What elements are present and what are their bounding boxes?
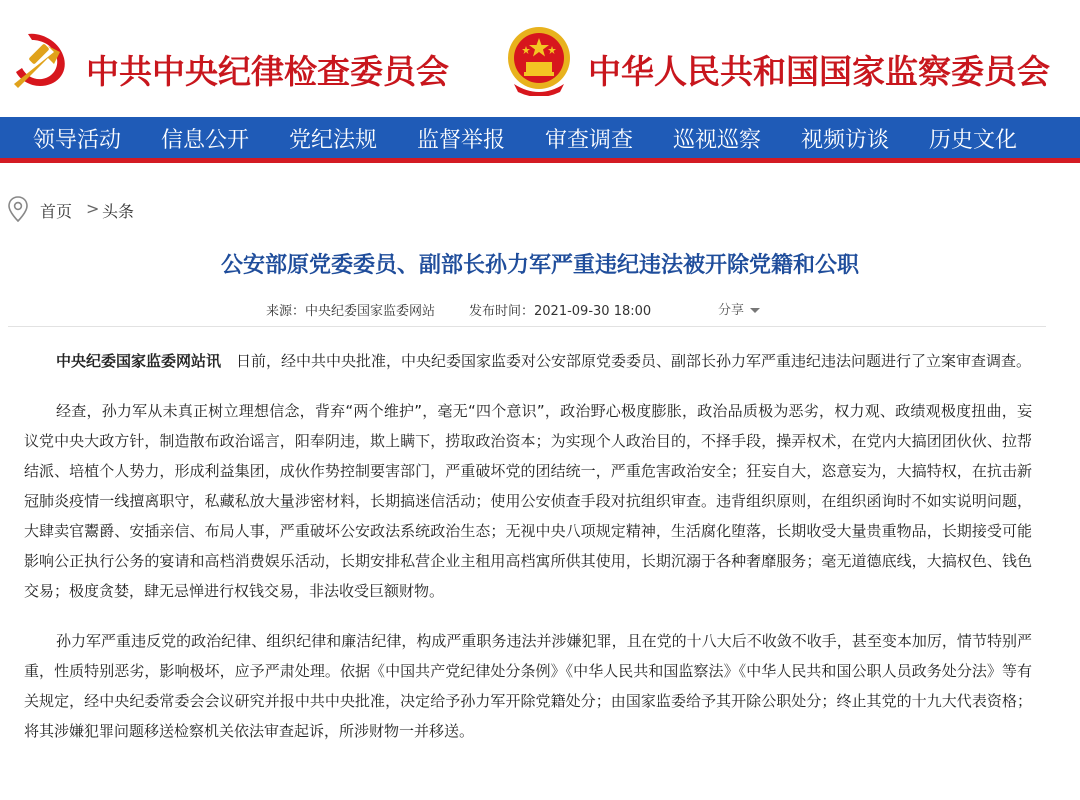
share-button[interactable] [718, 299, 760, 318]
source-value: 中央纪委国家监委网站 [305, 304, 436, 319]
breadcrumb-home[interactable]: 首页 [40, 202, 73, 221]
article-title: 公安部原党委委员、副部长孙力军严重违纪违法被开除党籍和公职 [220, 253, 859, 278]
time-label: 发布时间： [469, 304, 535, 319]
breadcrumb-separator: > [86, 199, 100, 218]
paragraph-3: 孙力军严重违反党的政治纪律、组织纪律和廉洁纪律，构成严重职务违法并涉嫌犯罪，且在党的十八大后不收敛不收手，甚至变本加厉，情节特别严重，性质特别恶劣，影响极坏，应予严肃处理。依据《中国共产党纪律处分条例》《中华人民共和国监察法》《中华人民共和国公职人员政务处分法》等有关规定，经中央纪委常委会会议研究并报中共中央批准，决定给予孙力军开除党籍处分；由国家监委给予其开除公职处分；终止其党的十九大代表资格；将其涉嫌犯罪问题移送检察机关依法审查起诉，所涉财物一并移送。 [24, 632, 1032, 740]
site-title-ccdi: 中共中央纪律检查委员会 [86, 52, 449, 91]
paragraph-1-text: 日前，经中共中央批准，中央纪委国家监委对公安部原党委委员、副部长孙力军严重违纪违法问题进行了立案审查调查。 [236, 352, 1032, 370]
nav-item-information[interactable]: 信息公开 [161, 128, 250, 153]
paragraph-1 [24, 346, 1032, 376]
article-lead: 中央纪委国家监委网站讯 [56, 352, 222, 370]
nav-item-investigation[interactable]: 审查调查 [545, 128, 634, 153]
nav-item-leadership[interactable]: 领导活动 [33, 128, 122, 153]
breadcrumb-current[interactable]: 头条 [102, 202, 135, 221]
article-time [469, 300, 651, 319]
nav-item-history[interactable]: 历史文化 [929, 128, 1018, 153]
nav-item-supervision[interactable]: 监督举报 [417, 128, 506, 153]
nav-item-inspection[interactable]: 巡视巡察 [673, 128, 762, 153]
source-label: 来源： [266, 304, 306, 319]
main-nav [0, 117, 1080, 163]
nav-item-video[interactable]: 视频访谈 [801, 128, 890, 153]
share-label: 分享 [718, 303, 745, 318]
time-value: 2021-09-30 18:00 [534, 304, 652, 319]
paragraph-2: 经查，孙力军从未真正树立理想信念，背弃“两个维护”，毫无“四个意识”，政治野心极度膨胀，政治品质极为恶劣，权力观、政绩观极度扭曲，妄议党中央大政方针，制造散布政治谣言，阳奉阴违，欺上瞒下，捞取政治资本；为实现个人政治目的，不择手段，操弄权术，在党内大搞团团伙伙、拉帮结派、培植个人势力，形成利益集团，成伙作势控制要害部门，严重破坏党的团结统一，严重危害政治安全；狂妄自大，恣意妄为，大搞特权，在抗击新冠肺炎疫情一线擅离职守，私藏私放大量涉密材料，长期搞迷信活动；使用公安侦查手段对抗组织审查。违背组织原则，在组织函询时不如实说明问题，大肆卖官鬻爵、安插亲信、布局人事，严重破坏公安政法系统政治生态；无视中央八项规定精神，生活腐化堕落，长期收受大量贵重物品，长期接受可能影响公正执行公务的宴请和高档消费娱乐活动，长期安排私营企业主租用高档寓所供其使用，长期沉溺于各种奢靡服务；毫无道德底线，大搞权色、钱色交易；极度贪婪，肆无忌惮进行权钱交易，非法收受巨额财物。 [24, 402, 1032, 600]
nav-item-regulations[interactable]: 党纪法规 [289, 128, 378, 153]
location-pin-icon [6, 195, 30, 223]
chevron-down-icon [750, 308, 760, 313]
national-emblem-icon [506, 24, 572, 96]
site-header [0, 0, 1080, 117]
party-emblem-icon [8, 28, 72, 92]
article-source [266, 300, 435, 319]
divider [8, 326, 1046, 327]
article-body [24, 346, 1032, 766]
site-title-nsc: 中华人民共和国国家监察委员会 [588, 52, 1050, 91]
